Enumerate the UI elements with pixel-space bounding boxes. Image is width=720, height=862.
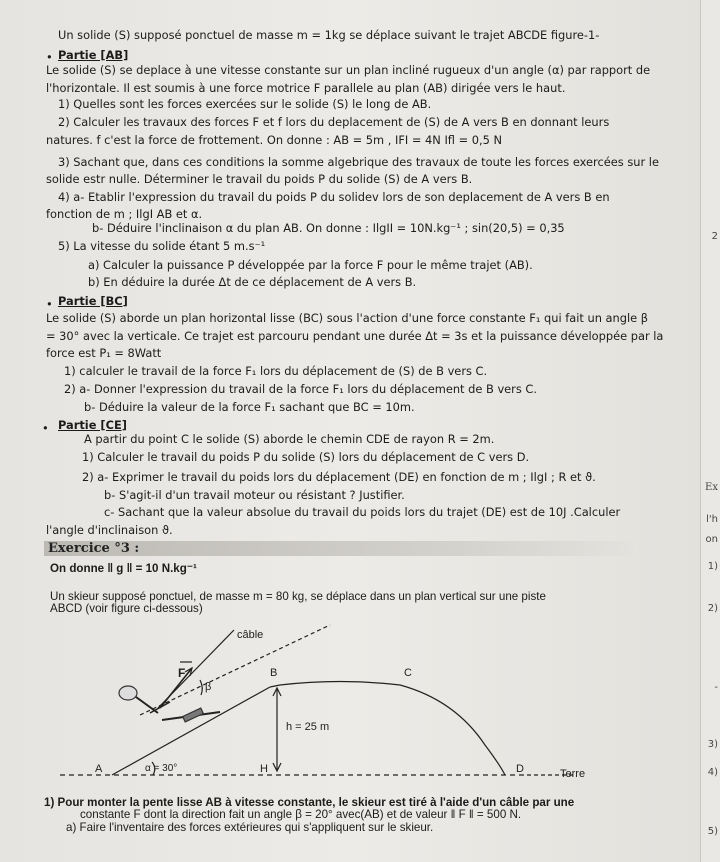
label-height: h = 25 m (286, 721, 330, 733)
label-terre: Terre (560, 768, 586, 780)
text-line: b- Déduire la valeur de la force F₁ sachant que BC = 10m. (84, 400, 415, 414)
edge-text: 5) (707, 826, 718, 837)
text-line: 4) a- Etablir l'expression du travail du poids P du solidev lors de son deplacement de A vers B en (58, 190, 610, 204)
text-line: a) Calculer la puissance P développée par la force F pour le même trajet (AB). (88, 258, 533, 272)
text-line: force est P₁ = 8Watt (46, 346, 162, 360)
edge-text: 4) (707, 767, 718, 778)
question1-line1: 1) Pour monter la pente lisse AB à vitesse constante, le skieur est tiré à l'aide d'un câble par une (44, 796, 575, 809)
point-c: C (404, 667, 412, 679)
question1-line2: constante F dont la direction fait un angle β = 20° avec(AB) et de valeur ‖ F ‖ = 500 N. (80, 808, 522, 821)
edge-text: 3) (707, 739, 718, 750)
text-line: Le solide (S) aborde un plan horizontal lisse (BC) sous l'action d'une force constante F₁ qui fait un angle β (46, 311, 649, 325)
text-line: natures. f c'est la force de frottement. On donne : AB = 5m , IFI = 4N Ifl = 0,5 N (46, 133, 503, 147)
point-a: A (95, 763, 103, 775)
text-line: b- S'agit-il d'un travail moteur ou résistant ? Justifier. (104, 488, 405, 502)
text-line: b- Déduire l'inclinaison α du plan AB. On donne : IlgII = 10N.kg⁻¹ ; sin(20,5) = 0,35 (92, 221, 565, 235)
text-line: Un solide (S) supposé ponctuel de masse m = 1kg se déplace suivant le trajet ABCDE figure-1- (58, 28, 600, 42)
edge-text: - (714, 682, 718, 693)
edge-text: on (705, 534, 718, 545)
text-line: 3) Sachant que, dans ces conditions la somme algebrique des travaux de toute les forces exercées sur le (58, 155, 659, 169)
exercice3-intro-line1: Un skieur supposé ponctuel, de masse m = 80 kg, se déplace dans un plan vertical sur une piste (50, 590, 546, 603)
text-line: = 30° avec la verticale. Ce trajet est parcouru pendant une durée Δt = 3s et la puissance développée par la (46, 329, 664, 343)
label-alpha: α = 30° (145, 763, 178, 774)
bullet-icon: • (46, 50, 53, 64)
exercice3-intro-line2: ABCD (voir figure ci-dessous) (50, 602, 203, 615)
edge-text: Ex (705, 482, 718, 493)
text-line: fonction de m ; IlgI AB et α. (46, 207, 203, 221)
edge-text: 2 (711, 231, 718, 242)
given-g: On donne ‖ g ‖ = 10 N.kg⁻¹ (50, 562, 197, 575)
text-line: A partir du point C le solide (S) aborde le chemin CDE de rayon R = 2m. (84, 432, 495, 446)
label-f: F (178, 666, 186, 680)
text-line: 2) a- Donner l'expression du travail de la force F₁ lors du déplacement de B vers C. (64, 382, 537, 396)
point-h: H (260, 763, 268, 775)
adjacent-page-edge (700, 0, 720, 862)
exercice3-title: Exercice °3 : (48, 541, 140, 556)
label-beta: β (205, 681, 212, 693)
section-heading: Partie [BC] (58, 294, 128, 308)
edge-text: l'h (706, 514, 718, 525)
section-heading: Partie [CE] (58, 418, 127, 432)
label-cable: câble (237, 629, 264, 641)
text-line: 1) Calculer le travail du poids P du solide (S) lors du déplacement de C vers D. (82, 450, 530, 464)
text-line: b) En déduire la durée Δt de ce déplacement de A vers B. (88, 275, 417, 289)
question1-line3: a) Faire l'inventaire des forces extérieures qui s'appliquent sur le skieur. (66, 821, 434, 834)
text-line: 5) La vitesse du solide étant 5 m.s⁻¹ (58, 239, 266, 253)
text-line: 1) calculer le travail de la force F₁ lors du déplacement de (S) de B vers C. (64, 364, 488, 378)
bullet-icon: • (46, 297, 53, 311)
force-f-arrow (160, 668, 192, 708)
text-line: c- Sachant que la valeur absolue du travail du poids lors du trajet (DE) est de 10J .Calculer (104, 505, 621, 519)
text-line: solide estr nulle. Déterminer le travail du poids P du solide (S) de A vers B. (46, 172, 473, 186)
section-heading: Partie [AB] (58, 48, 129, 62)
slope-direction-line (140, 625, 330, 715)
text-line: Le solide (S) se deplace à une vitesse constante sur un plan incliné rugueux d'un angle (α) par rapport de (46, 63, 651, 77)
beta-arc (200, 680, 202, 695)
text-line: 1) Quelles sont les forces exercées sur le solide (S) le long de AB. (58, 97, 432, 111)
point-b: B (270, 667, 278, 679)
edge-text: 2) (707, 603, 718, 614)
bullet-icon: • (42, 421, 49, 435)
slope-ab (112, 687, 270, 775)
text-line: 2) a- Exprimer le travail du poids lors du déplacement (DE) en fonction de m ; IlgI ; R et ϑ. (82, 470, 596, 484)
text-line: 2) Calculer les travaux des forces F et f lors du deplacement de (S) de A vers B en donnant leurs (58, 115, 610, 129)
text-line: l'horizontale. Il est soumis à une force motrice F parallele au plan (AB) dirigée vers le haut. (46, 81, 566, 95)
point-d: D (516, 763, 524, 775)
text-line: l'angle d'inclinaison ϑ. (46, 523, 173, 537)
edge-text: 1) (707, 561, 718, 572)
